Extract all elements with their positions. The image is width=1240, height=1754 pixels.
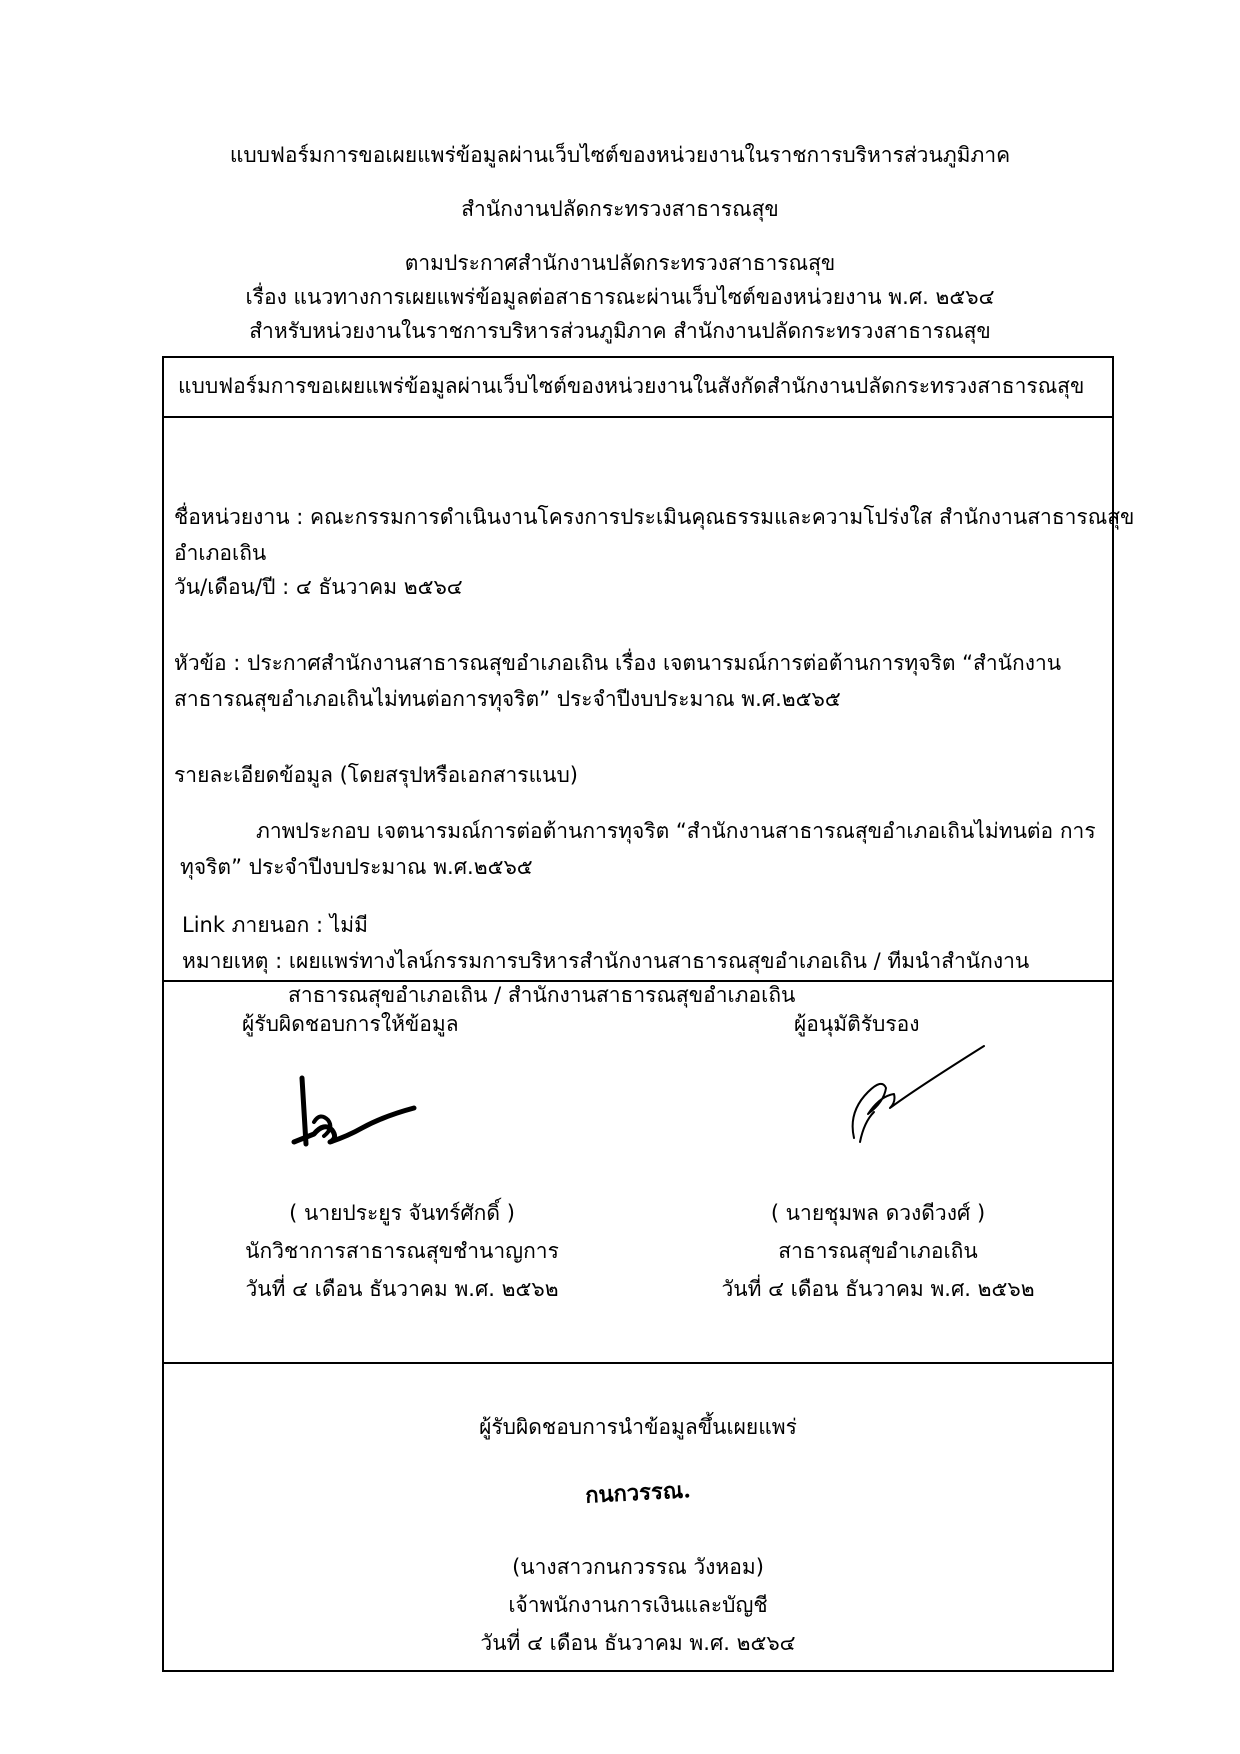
topic-line-2: สาธารณสุขอำเภอเถินไม่ทนต่อการทุจริต” ประจำปีงบประมาณ พ.ศ.๒๕๖๕ xyxy=(174,687,841,711)
date-line: วัน/เดือน/ปี : ๔ ธันวาคม ๒๕๖๔ xyxy=(174,575,463,599)
header-line-5: สำหรับหน่วยงานในราชการบริหารส่วนภูมิภาค สำนักงานปลัดกระทรวงสาธารณสุข xyxy=(249,319,991,343)
publisher-position: เจ้าพนักงานการเงินและบัญชี xyxy=(508,1593,768,1617)
left-signer-position: นักวิชาการสาธารณสุขชำนาญการ xyxy=(245,1239,559,1263)
detail-line-2: ทุจริต” ประจำปีงบประมาณ พ.ศ.๒๕๖๕ xyxy=(180,855,533,879)
publisher-signature: กนกวรรณ. xyxy=(584,1477,692,1509)
document-header xyxy=(0,138,1240,348)
topic-line-1: หัวข้อ : ประกาศสำนักงานสาธารณสุขอำเภอเถิน เรื่อง เจตนารมณ์การต่อต้านการทุจริต “สำนักงาน xyxy=(174,651,1062,675)
right-signer-role: ผู้อนุมัติรับรอง xyxy=(794,1012,920,1036)
form-details-section xyxy=(164,418,1135,1007)
form-frame xyxy=(162,356,1135,1672)
left-signer-role: ผู้รับผิดชอบการให้ข้อมูล xyxy=(242,1012,459,1036)
left-signature xyxy=(284,1072,444,1162)
left-signer-name: ( นายประยูร จันทร์ศักดิ์ ) xyxy=(289,1201,515,1225)
right-signer-block xyxy=(640,1194,1116,1308)
header-line-3: ตามประกาศสำนักงานปลัดกระทรวงสาธารณสุข xyxy=(404,251,836,275)
unit-name-line-1: ชื่อหน่วยงาน : คณะกรรมการดำเนินงานโครงการประเมินคุณธรรมและความโปร่งใส สำนักงานสาธารณสุข xyxy=(174,505,1135,529)
detail-line-1: ภาพประกอบ เจตนารมณ์การต่อต้านการทุจริต “สำนักงานสาธารณสุขอำเภอเถินไม่ทนต่อ การ xyxy=(256,819,1096,843)
external-link-line: Link ภายนอก : ไม่มี xyxy=(182,913,368,937)
remark-line-1: หมายเหตุ : เผยแพร่ทางไลน์กรรมการบริหารสำนักงานสาธารณสุขอำเภอเถิน / ทีมนำสำนักงาน xyxy=(182,949,1030,973)
publisher-date: วันที่ ๔ เดือน ธันวาคม พ.ศ. ๒๕๖๔ xyxy=(480,1631,796,1655)
right-signer-position: สาธารณสุขอำเภอเถิน xyxy=(778,1239,978,1263)
header-line-4: เรื่อง แนวทางการเผยแพร่ข้อมูลต่อสาธารณะผ่านเว็บไซต์ของหน่วยงาน พ.ศ. ๒๕๖๔ xyxy=(245,285,995,309)
remark-line-2: สาธารณสุขอำเภอเถิน / สำนักงานสาธารณสุขอำเภอเถิน xyxy=(288,983,796,1007)
unit-name-line-2: อำเภอเถิน xyxy=(174,541,267,565)
left-signer-date: วันที่ ๔ เดือน ธันวาคม พ.ศ. ๒๕๖๒ xyxy=(245,1277,559,1301)
form-title-section xyxy=(164,358,1112,418)
right-signer-name: ( นายชุมพล ดวงดีวงศ์ ) xyxy=(770,1201,986,1225)
header-line-2: สำนักงานปลัดกระทรวงสาธารณสุข xyxy=(461,197,779,221)
right-signer-date: วันที่ ๔ เดือน ธันวาคม พ.ศ. ๒๕๖๒ xyxy=(721,1277,1035,1301)
publisher-name: (นางสาวกนกวรรณ วังหอม) xyxy=(512,1555,764,1579)
publisher-role: ผู้รับผิดชอบการนำข้อมูลขึ้นเผยแพร่ xyxy=(479,1415,797,1439)
header-line-1: แบบฟอร์มการขอเผยแพร่ข้อมูลผ่านเว็บไซต์ของหน่วยงานในราชการบริหารส่วนภูมิภาค xyxy=(229,143,1011,167)
approval-section xyxy=(164,982,1112,1364)
form-title: แบบฟอร์มการขอเผยแพร่ข้อมูลผ่านเว็บไซต์ของหน่วยงานในสังกัดสำนักงานปลัดกระทรวงสาธารณสุข xyxy=(178,374,1085,398)
left-signer-block xyxy=(164,1194,640,1308)
publisher-block xyxy=(164,1548,1112,1662)
right-signature xyxy=(834,1042,994,1152)
detail-label: รายละเอียดข้อมูล (โดยสรุปหรือเอกสารแนบ) xyxy=(174,763,578,787)
publisher-section xyxy=(164,1364,1112,1670)
